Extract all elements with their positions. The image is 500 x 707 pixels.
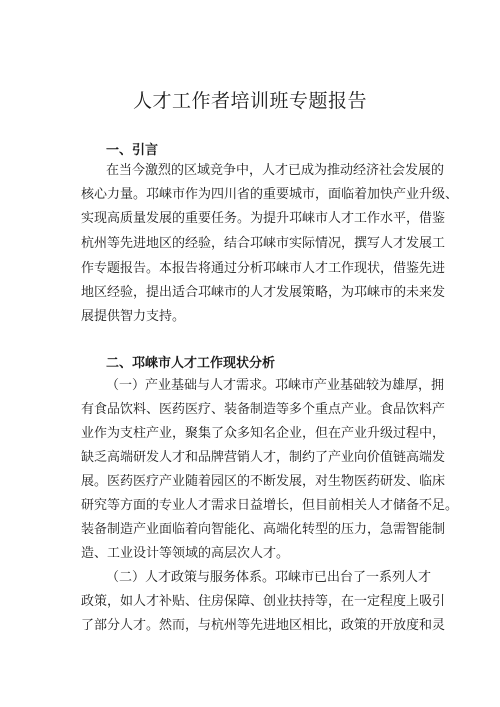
paragraph-line: 了部分人才。然而，与杭州等先进地区相比，政策的开放度和灵	[81, 618, 446, 633]
section-heading-introduction: 一、引言	[106, 143, 159, 158]
paragraph-line: 缺乏高端研发人才和品牌营销人才，制约了产业向价值链高端发	[81, 450, 446, 465]
paragraph-line: 展。医药医疗产业随着园区的不断发展，对生物医药研发、临床	[81, 474, 446, 489]
section-heading-current-situation: 二、邛崃市人才工作现状分析	[106, 356, 276, 371]
paragraph-line: 造、工业设计等领域的高层次人才。	[81, 546, 290, 561]
paragraph-line: （二）人才政策与服务体系。邛崃市已出台了一系列人才	[106, 570, 432, 585]
paragraph-line: 展提供智力支持。	[81, 309, 186, 324]
paragraph-line: 实现高质量发展的重要任务。为提升邛崃市人才工作水平，借鉴	[81, 211, 446, 226]
paragraph-line: 作专题报告。本报告将通过分析邛崃市人才工作现状，借鉴先进	[81, 261, 446, 276]
paragraph-line: 核心力量。邛崃市作为四川省的重要城市，面临着加快产业升级、	[81, 187, 459, 202]
paragraph-line: （一）产业基础与人才需求。邛崃市产业基础较为雄厚，拥	[106, 378, 445, 393]
paragraph-line: 在当今激烈的区域竞争中，人才已成为推动经济社会发展的	[106, 163, 445, 178]
paragraph-line: 杭州等先进地区的经验，结合邛崃市实际情况，撰写人才发展工	[81, 236, 446, 251]
paragraph-line: 装备制造产业面临着向智能化、高端化转型的压力，急需智能制	[81, 522, 446, 537]
paragraph-line: 政策，如人才补贴、住房保障、创业扶持等，在一定程度上吸引	[81, 594, 446, 609]
document-title: 人才工作者培训班专题报告	[132, 90, 367, 112]
paragraph-line: 有食品饮料、医药医疗、装备制造等多个重点产业。食品饮料产	[81, 402, 446, 417]
paragraph-line: 地区经验，提出适合邛崃市的人才发展策略，为邛崃市的未来发	[81, 285, 446, 300]
paragraph-line: 研究等方面的专业人才需求日益增长，但目前相关人才储备不足。	[81, 498, 459, 513]
paragraph-line: 业作为支柱产业，聚集了众多知名企业，但在产业升级过程中，	[81, 426, 446, 441]
